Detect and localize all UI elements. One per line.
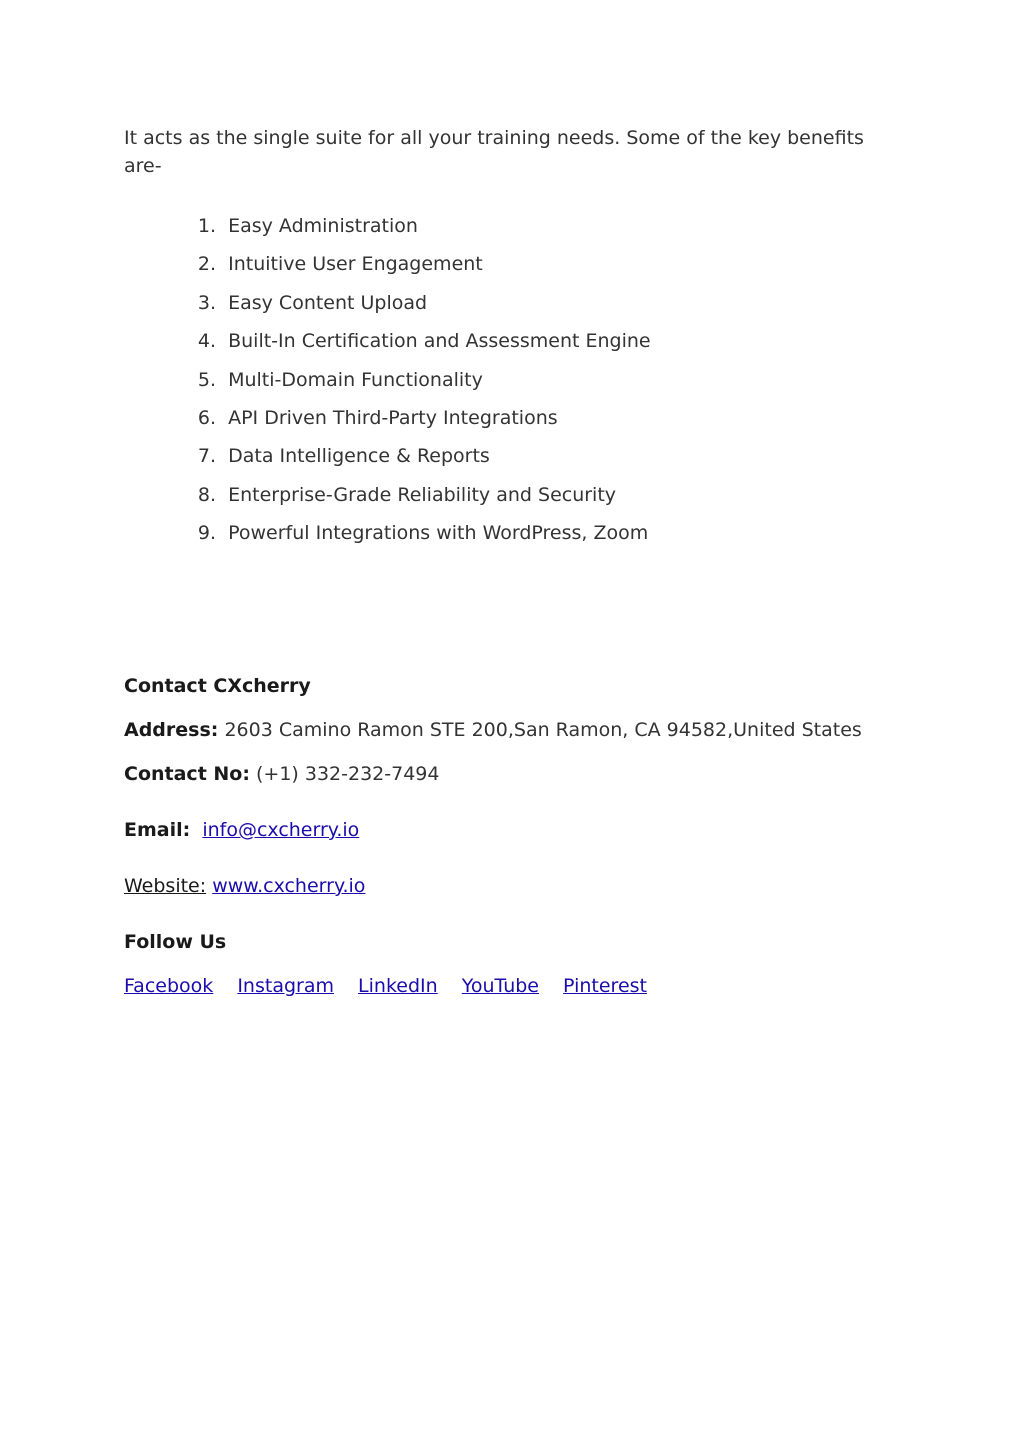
address-line [124,716,862,744]
list-item [124,245,651,283]
list-item-label: Built-In Certification and Assessment Engine [228,330,651,353]
youtube-link[interactable]: YouTube [461,975,539,997]
email-label: Email: [124,819,191,841]
phone-line [124,760,439,788]
list-item [124,207,651,245]
list-number: 2. [197,253,216,276]
follow-heading: Follow Us [124,931,227,953]
benefits-list [124,207,651,553]
list-number: 1. [197,215,216,237]
intro-paragraph: It acts as the single suite for all your training needs. Some of the key benefits are- [124,127,864,177]
list-item-label: Enterprise-Grade Reliability and Security [228,483,617,506]
address-label: Address: [124,719,219,741]
list-item-label: Data Intelligence & Reports [228,445,490,468]
facebook-link[interactable]: Facebook [124,975,214,997]
list-item [124,284,651,322]
list-item-label: Easy Content Upload [228,291,428,314]
list-item [124,437,651,475]
list-item [124,399,651,437]
contact-heading: Contact CXcherry [124,675,311,697]
list-number: 6. [197,406,216,429]
website-label: Website: [124,875,207,897]
website-link[interactable]: www.cxcherry.io [212,875,366,897]
phone-value: (+1) 332-232-7494 [256,763,440,785]
list-number: 3. [197,291,216,314]
pinterest-link[interactable]: Pinterest [563,975,647,997]
linkedin-link[interactable]: LinkedIn [358,975,438,997]
phone-label: Contact No: [124,763,250,785]
list-number: 8. [197,483,216,506]
list-item-label: Multi-Domain Functionality [228,368,483,391]
list-item-label: Powerful Integrations with WordPress, Zoom [228,522,649,545]
list-item-label: Intuitive User Engagement [228,253,483,276]
list-item-label: API Driven Third-Party Integrations [228,406,558,429]
list-item [124,322,651,360]
list-item [124,361,651,399]
email-link[interactable]: info@cxcherry.io [202,819,360,841]
social-links [124,972,665,1000]
list-item [124,514,651,552]
email-line [124,816,359,844]
list-number: 7. [197,445,216,468]
address-value: 2603 Camino Ramon STE 200,San Ramon, CA 94582,United States [224,719,862,741]
list-number: 4. [197,330,216,353]
website-line [124,872,365,900]
list-item-label: Easy Administration [228,215,418,237]
list-number: 5. [197,368,216,391]
list-item [124,476,651,514]
instagram-link[interactable]: Instagram [237,975,334,997]
list-number: 9. [197,522,216,545]
